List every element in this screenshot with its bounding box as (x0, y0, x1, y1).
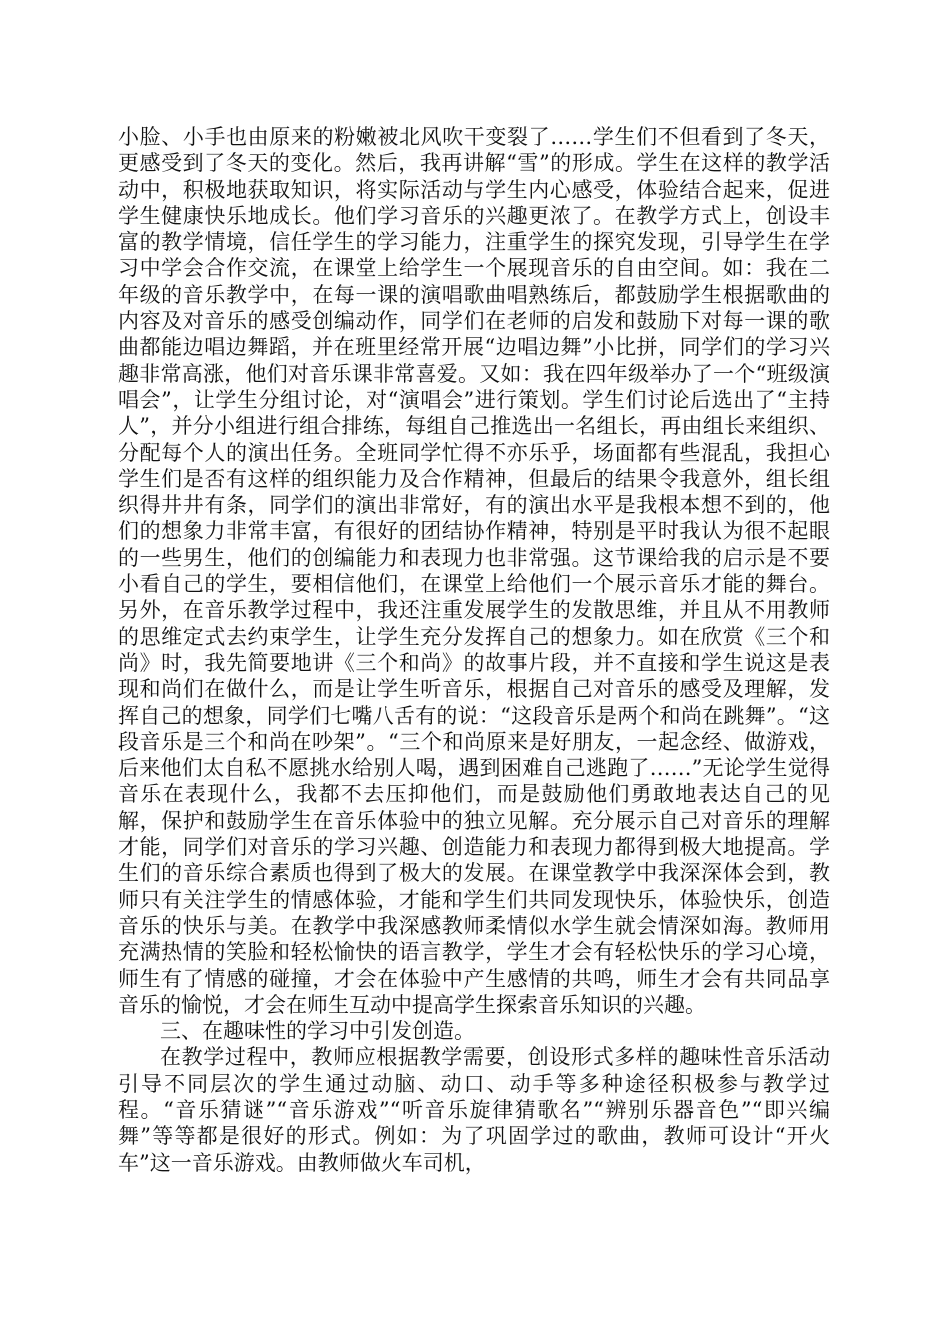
section-heading-3: 三、在趣味性的学习中引发创造。 (160, 1019, 475, 1044)
body-paragraph-1: 小脸、小手也由原来的粉嫩被北风吹干变裂了……学生们不但看到了冬天，更感受到了冬天的变化。然后，我再讲解“雪”的形成。学生在这样的教学活动中，积极地获取知识，将实际活动与学生内心感受，体验结合起来，促进学生健康快乐地成长。他们学习音乐的兴趣更浓了。在教学方式上，创设丰富的教学情境，信任学生的学习能力，注重学生的探究发现，引导学生在学习中学会合作交流，在课堂上给学生一个展现音乐的自由空间。如：我在二年级的音乐教学中，在每一课的演唱歌曲唱熟练后，都鼓励学生根据歌曲的内容及对音乐的感受创编动作，同学们在老师的启发和鼓励下对每一课的歌曲都能边唱边舞蹈，并在班里经常开展“边唱边舞”小比拼，同学们的学习兴趣非常高涨，他们对音乐课非常喜爱。又如：我在四年级举办了一个“班级演唱会”，让学生分组讨论，对“演唱会”进行策划。学生们讨论后选出了“主持人”，并分小组进行组合排练，每组自己推选出一名组长，再由组长来组织、分配每个人的演出任务。全班同学忙得不亦乐乎，场面都有些混乱，我担心学生们是否有这样的组织能力及合作精神，但最后的结果令我意外，组长组织得井井有条，同学们的演出非常好，有的演出水平是我根本想不到的，他们的想象力非常丰富，有很好的团结协作精神，特别是平时我认为很不起眼的一些男生，他们的创编能力和表现力也非常强。这节课给我的启示是不要小看自己的学生，要相信他们，在课堂上给他们一个展示音乐才能的舞台。另外，在音乐教学过程中，我还注重发展学生的发散思维，并且从不用教师的思维定式去约束学生，让学生充分发挥自己的想象力。如在欣赏《三个和尚》时，我先简要地讲《三个和尚》的故事片段，并不直接和学生说这是表现和尚们在做什么，而是让学生听音乐，根据自己对音乐的感受及理解，发挥自己的想象，同学们七嘴八舌有的说：“这段音乐是两个和尚在跳舞”。“这段音乐是三个和尚在吵架”。“三个和尚原来是好朋友，一起念经、做游戏，后来他们太自私不愿挑水给别人喝，遇到困难自己逃跑了……”无论学生觉得音乐在表现什么，我都不去压抑他们，而是鼓励他们勇敢地表达自己的见解，保护和鼓励学生在音乐体验中的独立见解。充分展示自己对音乐的理解才能，同学们对音乐的学习兴趣、创造能力和表现力都得到极大地提高。学生们的音乐综合素质也得到了极大的发展。在课堂教学中我深深体会到，教师只有关注学生的情感体验，才能和学生们共同发现快乐，体验快乐，创造音乐的快乐与美。在教学中我深感教师柔情似水学生就会情深如海。教师用充满热情的笑脸和轻松愉快的语言教学，学生才会有轻松快乐的学习心境，师生有了情感的碰撞，才会在体验中产生感情的共鸣，师生才会有共同品享音乐的愉悦，才会在师生互动中提高学生探索音乐知识的兴趣。 (118, 125, 830, 1017)
body-paragraph-2: 在教学过程中，教师应根据教学需要，创设形式多样的趣味性音乐活动引导不同层次的学生通过动脑、动口、动手等多种途径积极参与教学过程。“音乐猜谜”“音乐游戏”“听音乐旋律猜歌名”“辨别乐器音色”“即兴编舞”等等都是很好的形式。例如：为了巩固学过的歌曲，教师可设计“开火车”这一音乐游戏。由教师做火车司机， (118, 1045, 830, 1175)
document-page (118, 124, 830, 1176)
